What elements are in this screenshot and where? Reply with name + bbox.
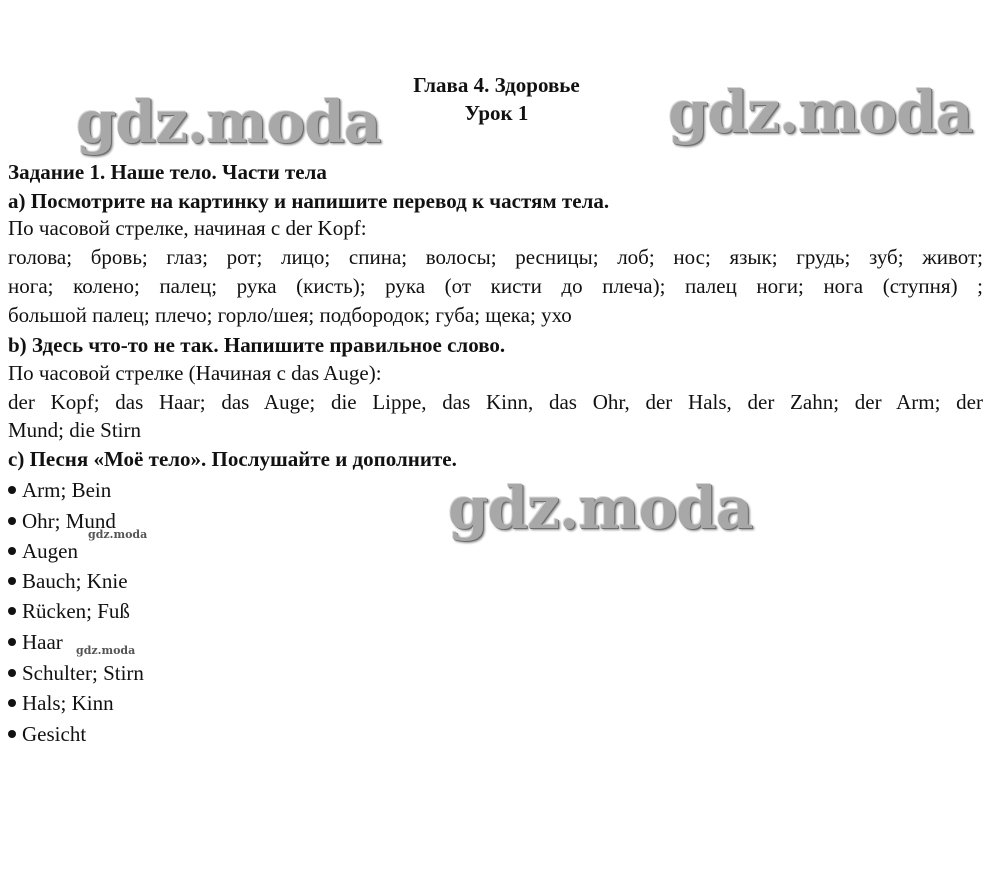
bullet-icon (8, 577, 16, 585)
section-c-heading: c) Песня «Моё тело». Послушайте и дополните. (8, 447, 457, 471)
watermark-logo: gdz.moda (76, 88, 381, 156)
list-item: Haar (8, 628, 63, 656)
list-item: Hals; Kinn (8, 689, 114, 717)
list-item: Arm; Bein (8, 476, 111, 504)
watermark-small: gdz.moda (76, 644, 136, 657)
bullet-icon (8, 730, 16, 738)
list-item: Augen (8, 537, 78, 565)
bullet-icon (8, 638, 16, 646)
section-a-line: голова; бровь; глаз; рот; лицо; спина; волосы; ресницы; лоб; нос; язык; грудь; зуб; живот; (8, 245, 983, 269)
section-a-line: большой палец; плечо; горло/шея; подбородок; губа; щека; ухо (8, 303, 572, 327)
bullet-icon (8, 486, 16, 494)
list-item: Ohr; Mund (8, 507, 116, 535)
section-a-intro: По часовой стрелке, начиная с der Kopf: (8, 216, 367, 240)
section-b-intro: По часовой стрелке (Начиная с das Auge): (8, 361, 382, 385)
list-item: Bauch; Knie (8, 567, 128, 595)
bullet-icon (8, 517, 16, 525)
bullet-icon (8, 669, 16, 677)
list-item: Rücken; Fuß (8, 597, 130, 625)
watermark-logo: gdz.moda (448, 474, 753, 542)
list-item: Gesicht (8, 720, 86, 748)
bullet-icon (8, 547, 16, 555)
bullet-icon (8, 699, 16, 707)
bullet-icon (8, 607, 16, 615)
section-b-line: Mund; die Stirn (8, 418, 142, 442)
section-b-heading: b) Здесь что-то не так. Напишите правильное слово. (8, 333, 506, 357)
section-a-line: нога; колено; палец; рука (кисть); рука (от кисти до плеча); палец ноги; нога (ступня) ; (8, 274, 983, 298)
section-b-line: der Kopf; das Haar; das Auge; die Lippe, das Kinn, das Ohr, der Hals, der Zahn; der Arm; der (8, 390, 983, 414)
lesson-title: Урок 1 (464, 101, 529, 125)
section-a-heading: а) Посмотрите на картинку и напишите перевод к частям тела. (8, 189, 610, 213)
watermark-logo: gdz.moda (668, 78, 973, 146)
chapter-title: Глава 4. Здоровье (413, 73, 580, 97)
watermark-small: gdz.moda (88, 528, 148, 541)
list-item: Schulter; Stirn (8, 659, 144, 687)
task-title: Задание 1. Наше тело. Части тела (8, 160, 327, 184)
